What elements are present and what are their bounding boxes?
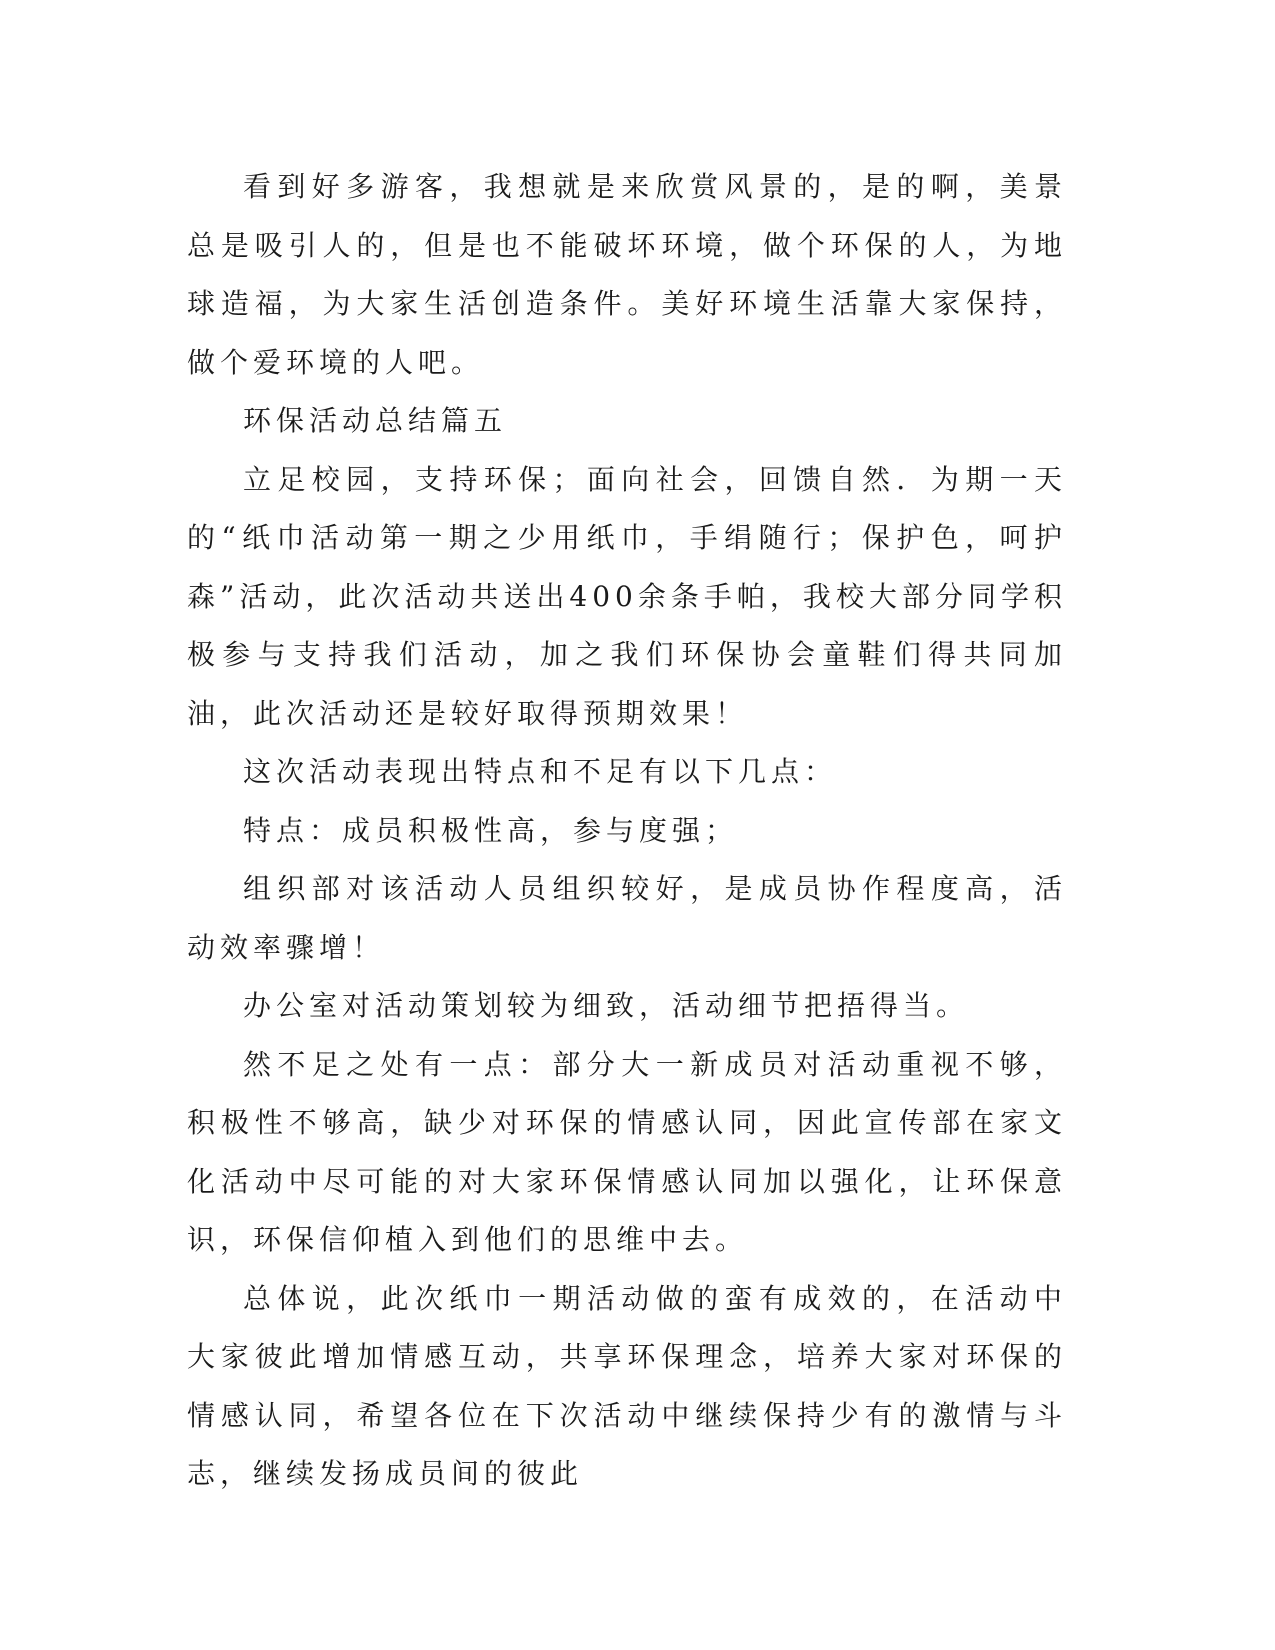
paragraph-organization: 组织部对该活动人员组织较好，是成员协作程度高，活动效率骤增！ [187, 872, 1067, 964]
paragraph-activity-intro: 立足校园，支持环保；面向社会，回馈自然．为期一天的“纸巾活动第一期之少用纸巾，手绢随行；保护色，呵护森”活动，此次活动共送出400余条手帕，我校大部分同学积极参与支持我们活动，加之我们环保协会童鞋们得共同加油，此次活动还是较好取得预期效果！ [187, 462, 1067, 730]
paragraph-office: 办公室对活动策划较为细致，活动细节把捂得当。 [243, 989, 970, 1022]
paragraph-features-intro: 这次活动表现出特点和不足有以下几点： [243, 755, 838, 788]
paragraph-features: 特点：成员积极性高，参与度强； [243, 813, 739, 847]
paragraph-tourists: 看到好多游客，我想就是来欣赏风景的，是的啊，美景总是吸引人的，但是也不能破坏环境，做个环保的人，为地球造福，为大家生活创造条件。美好环境生活靠大家保持，做个爱环境的人吧。 [187, 170, 1067, 379]
paragraph-shortcomings: 然不足之处有一点：部分大一新成员对活动重视不够，积极性不够高，缺少对环保的情感认同，因此宣传部在家文化活动中尽可能的对大家环保情感认同加以强化，让环保意识，环保信仰植入到他们的思维中去。 [187, 1047, 1067, 1256]
document-body [187, 158, 1067, 1504]
section-heading: 环保活动总结篇五 [243, 404, 508, 437]
paragraph-summary: 总体说，此次纸巾一期活动做的蛮有成效的，在活动中大家彼此增加情感互动，共享环保理念，培养大家对环保的情感认同，希望各位在下次活动中继续保持少有的激情与斗志，继续发扬成员间的彼此 [187, 1281, 1067, 1490]
